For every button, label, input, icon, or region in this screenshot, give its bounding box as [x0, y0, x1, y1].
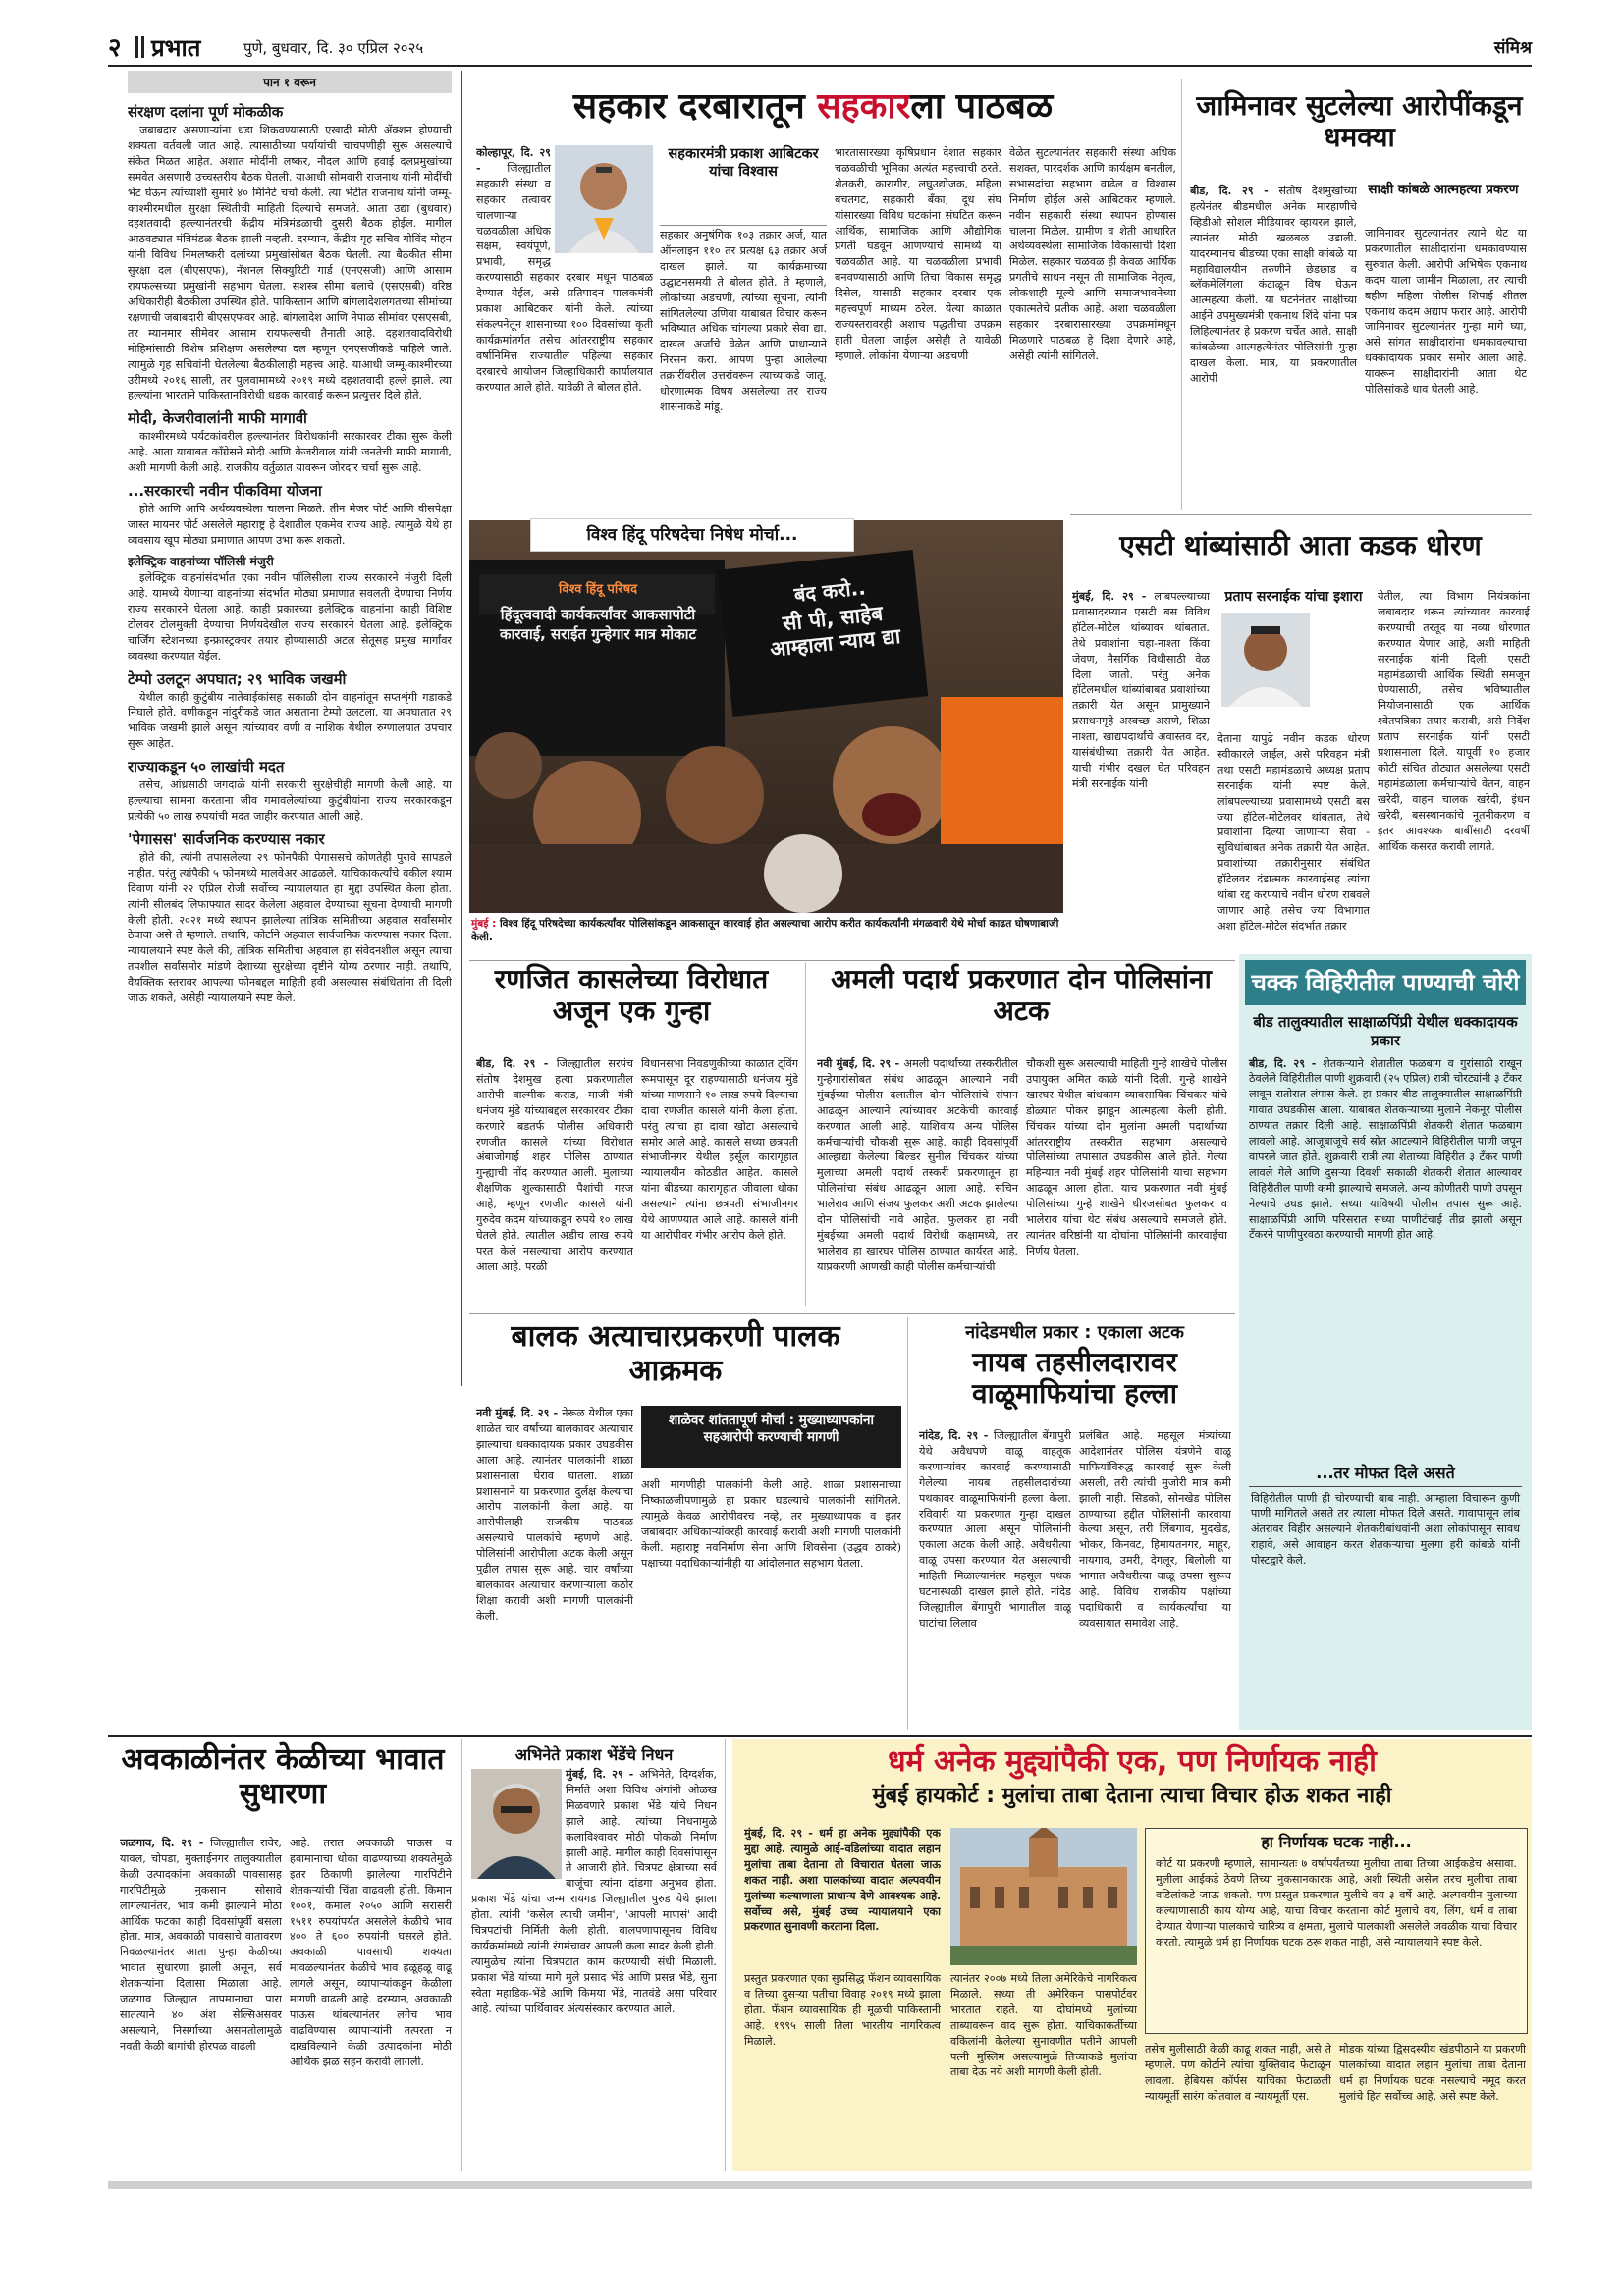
religion-col4: मोडक यांच्या द्विसदस्यीय खंडपीठाने या प्रकरणी पालकांच्या वादात लहान मुलांचा ताबा देताना धर्म हा निर्णायक घटक नसल्याचे नमूद करत मुलांचे हित सर्वोच्च आहे, असे स्पष्ट केले.	[1339, 2043, 1526, 2103]
masthead-divider	[135, 36, 138, 58]
left-subhead: टेम्पो उलटून अपघात; २९ भाविक जखमी	[128, 669, 347, 688]
section-rule	[1070, 514, 1532, 515]
column-rule	[907, 1317, 908, 1730]
water-theft-box	[1239, 954, 1532, 1730]
water-body: बीड, दि. २९ - शेतकऱ्याने शेतातील फळबाग व गुरांसाठी राखून ठेवलेले विहिरीतील पाणी शुक्रवारी (२५ एप्रिल) रात्री चोरट्यांनी ३ टँकर लावून रातोरात लंपास केले. हा प्रकार बीड तालुक्यातील साक्षाळपिंप्री गावात उघडकीस आला. याबाबत शेतकऱ्याच्या मुलाने नेकनूर पोलीस ठाण्यात तक्रार दिली आहे. साक्षाळपिंप्री शेतकरी शेतात फळबाग लावली आहे. आजूबाजूचे सर्व स्रोत आटल्याने विहिरीतील पाणी जपून वापरले जात होते. शुक्रवारी रात्री त्या शेताच्या विहिरीत ३ टँकर पाणी लावले गेले आणि दुसऱ्या दिवशी सकाळी शेतकरी शेतात आल्यावर विहिरीतील पाणी कमी झाल्याचे समजले. अन्य कोणीतरी पाणी उपसून नेल्याचे उघड झाले. सध्या याविषयी पोलीस तपास सुरू आहे. साक्षाळपिंप्री आणि परिसरात सध्या पाणीटंचाई तीव्र झाली असून टँकरने पाणीपुरवठा करण्याची मागणी होत आहे.	[1249, 1055, 1522, 1242]
religion-box	[732, 1739, 1532, 2171]
bail-box: साक्षी कांबळे आत्महत्या प्रकरण	[1368, 182, 1519, 197]
left-paragraph: होते की, त्यांनी तपासलेल्या २९ फोनपैकी पेगाससचे कोणतेही पुरावे सापडले नाहीत. परंतु त्यांपैकी ५ फोनमध्ये मालवेअर आढळले. याचिकाकर्त्यांचे वकील श्याम दिवाण यांनी २२ एप्रिल रोजी सर्वोच्च न्यायालयात हा मुद्दा उपस्थित केला होता. त्यांनी सीलबंद लिफाफ्यात सादर केलेला अहवाल देण्याच्या सूचना देण्याची मागणी केली होती. २०२१ मध्ये स्थापन झालेल्या तांत्रिक समितीच्या अहवाल सर्वांसमोर ठेवावा असे ते म्हणाले. तथापि, कोर्टाने अहवाल सार्वजनिक करण्यास नकार दिला. न्यायालयाने स्पष्ट केले की, तांत्रिक समितीचा अहवाल हा संवेदनशील असून त्याचा तपशील सर्वांसमोर मांडणे देशाच्या सुरक्षेच्या दृष्टीने योग्य ठरणार नाही. तथापि, वैयक्तिक स्तरावर आपल्या फोनबद्दल माहिती हवी असल्यास संबंधितांना ती दिली जाऊ शकते, असेही न्यायालयाने स्पष्ट केले.	[128, 850, 452, 1005]
left-paragraph: जबाबदार असणाऱ्यांना धडा शिकवण्यासाठी एखादी मोठी ॲक्शन होण्याची शक्यता वर्तवली जात आहे. त्यासाठीच्या पर्यायांची चाचपणीही सुरू असल्याचे संकेत मिळत आहेत. अशात मोदींनी लष्कर, नौदल आणि हवाई दलप्रमुखांच्या समवेत असणारी उच्चस्तरीय बैठक घेतली. याआधी सोमवारी राजनाथ यांनी मोदींची भेट घेऊन त्यांच्याशी सुमारे ४० मिनिटे चर्चा केली. त्या भेटीत राजनाथ यांनी जम्मू-काश्मीरमधील सुरक्षा स्थितीची माहिती दिल्याचे समजते. आता उद्या (बुधवार) दहशतवादी हल्ल्यानंतरची केंद्रीय मंत्रिमंडळाची दुसरी बैठक होईल. मागील आठवड्यात मंत्रिमंडळ बैठक झाली नव्हती. दरम्यान, केंद्रीय गृह सचिव गोविंद मोहन यांनी विविध निमलष्करी दलांच्या प्रमुखांसोबत बैठक घेतली. त्या बैठकीत सीमा सुरक्षा दल (बीएसएफ), नॅशनल सिक्युरिटी गार्ड (एनएसजी) आणि आसाम रायफल्सच्या प्रमुखांनी सहभाग घेतला. सशस्त्र सीमा बलाचे (एसएसबी) वरिष्ठ अधिकारीही बैठकीला उपस्थित होते. पाकिस्तान आणि बांगलादेशलगतच्या सीमांच्या रक्षणाची जबाबदारी बीएसएफवर आहे. बांगलादेश आणि नेपाळ सीमांवर एसएसबी, तर म्यानमार सीमेवर आसाम रायफल्सची तैनाती आहे. दहशतवादविरोधी मोहिमांसाठी विशेष प्रशिक्षण असलेल्या दल म्हणून एनएसजीकडे पाहिले जाते. त्यामुळे गृह सचिवांनी घेतलेल्या बैठकीलाही महत्त्व आहे. याआधी जम्मू-काश्मीरच्या उरीमध्ये २०१६ साली, तर पुलवामामध्ये २०१९ मध्ये दहशतवादी हल्ले झाले. त्या हल्ल्यांना भारताने पाकिस्तानविरोधी धडक कारवाई करून प्रत्युत्तर दिले होते.	[128, 124, 452, 402]
court-photo	[950, 1828, 1137, 1965]
left-subhead: 'पेगासस' सार्वजनिक करण्यास नकार	[128, 829, 325, 848]
child-headline: बालक अत्याचारप्रकरणी पालक आक्रमक	[511, 1319, 840, 1388]
water-side-heading: ...तर मोफत दिले असते	[1249, 1464, 1522, 1487]
section-rule	[108, 1735, 1532, 1737]
protest-image	[469, 520, 1063, 913]
ranjit-headline: रणजित कासलेच्या विरोधात अजून एक गुन्हा	[494, 963, 769, 1028]
left-subhead-small: इलेक्ट्रिक वाहनांच्या पॉलिसी मंजुरी	[128, 554, 274, 568]
brand-logo: प्रभात	[151, 34, 201, 62]
religion-col2: त्यानंतर २००७ मध्ये तिला अमेरिकेचे नागरिकत्व मिळाले. सध्या ती अमेरिकन पासपोर्टवर भारतात राहते. या दोघांमध्ये मुलांच्या ताब्यावरून वाद सुरू होता. याचिकाकर्तीच्या वकिलांनी केलेल्या सुनावणीत पतीने आपली पत्नी मुस्लिम असल्यामुळे तिच्याकडे मुलांचा ताबा देऊ नये अशी मागणी केली होती.	[950, 1972, 1137, 2079]
column-rule	[805, 962, 806, 1306]
water-headline: चक्क विहिरीतील पाण्याची चोरी	[1245, 960, 1526, 1005]
top-headline: सहकार दरबारातून सहकारला पाठबळ	[572, 86, 1054, 127]
left-paragraph: येथील काही कुटुंबीय नातेवाईकांसह सकाळी दोन वाहनांतून सप्तशृंगी गडाकडे निघाले होते. वणीकडून नांदुरीकडे जात असताना टेम्पो उलटला. या अपघातात २९ भाविक जखमी झाले असून त्यांच्यावर वणी व नाशिक येथील रुग्णालयात उपचार सुरू आहेत.	[128, 690, 452, 751]
left-subhead: संरक्षण दलांना पूर्ण मोकळीक	[128, 103, 284, 121]
column-rule	[725, 1739, 726, 2171]
bail-col2: जामिनावर सुटल्यानंतर त्याने थेट या प्रकरणातील साक्षीदारांना धमकावण्यास सुरुवात केली. आरोपी अभिषेक एकनाथ कदम याला जामीन मिळाला, तर त्याची बहीण महिला पोलीस शिपाई शीतल एकनाथ कदम अद्याप फरार आहे. आरोपी जामिनावर सुटल्यानंतर गुन्हा मागे घ्या, असे सांगत साक्षीदारांना धमकावल्याचा धक्कादायक प्रकार समोर आला आहे. यावरून साक्षीदारांनी आता थेट पोलिसांकडे धाव घेतली आहे.	[1365, 227, 1527, 397]
bail-col1: बीड, दि. २९ - संतोष देशमुखांच्या हत्येनंतर बीडमधील अनेक मारहाणीचे व्हिडीओ सोशल मीडियावर व्हायरल झाले, त्यानंतर मोठी खळबळ उडाली. यादरम्यानच बीडच्या एका साक्षी कांबळे या महाविद्यालयीन तरुणीने छेडछाड व ब्लॅकमेलिंगला कंटाळून विष घेऊन आत्महत्या केली. या घटनेनंतर साक्षीच्या आईने उपमुख्यमंत्री एकनाथ शिंदे यांना पत्र लिहिल्यानंतर हे प्रकरण चर्चेत आले. साक्षी कांबळेच्या आत्महत्येनंतर पोलिसांनी गुन्हा दाखल केला. मात्र, या प्रकरणातील आरोपी	[1190, 184, 1357, 385]
bail-headline: जामिनावर सुटलेल्या आरोपींकडून धमक्या	[1196, 89, 1523, 154]
religion-col1: प्रस्तुत प्रकरणात एका सुप्रसिद्ध फॅशन व्यावसायिक व तिच्या दुसऱ्या पतीचा विवाह २०१९ मध्ये झाला होता. फॅशन व्यावसायिक ही मूळची पाकिस्तानी आहे. १९९५ साली तिला भारतीय नागरिकत्व मिळाले.	[744, 1972, 941, 2048]
nanded-col1: नांदेड, दि. २९ - जिल्ह्यातील बेंगापुरी येथे अवैधपणे वाळू वाहतूक करणाऱ्यांवर कारवाई करण्यासाठी गेलेल्या नायब तहसीलदारांच्या पथकावर वाळूमाफियांनी हल्ला केला. रविवारी या प्रकरणात गुन्हा दाखल करण्यात आला असून पोलिसांनी एकाला अटक केली आहे. अवैधरीत्या वाळू उपसा करण्यात येत असल्याची माहिती मिळाल्यानंतर महसूल पथक घटनास्थळी दाखल झाले होते. नांदेड जिल्ह्यातील बेंगापुरी भागातील वाळू घाटांचा लिलाव	[919, 1428, 1071, 1629]
footer-strip	[108, 2181, 1532, 2189]
minister-photo	[1221, 613, 1310, 707]
nanded-headline: नायब तहसीलदारावर वाळूमाफियांचा हल्ला	[972, 1346, 1177, 1411]
banana-headline: अवकाळीनंतर केळीच्या भावात सुधारणा	[121, 1742, 445, 1811]
left-subhead: राज्याकडून ५० लाखांची मदत	[128, 758, 285, 776]
top-story-col3: भारतासारख्या कृषिप्रधान देशात सहकार चळवळीची भूमिका अत्यंत महत्त्वाची ठरते. शेतकरी, कारागीर, लघुउद्योजक, महिला बचतगट, सहकारी बँका, दूध संघ यांसारख्या विविध घटकांना संघटित करून आर्थिक, सामाजिक आणि औद्योगिक प्रगती घडवून आणण्याचे सामर्थ्य या चळवळीत आहे. या चळवळीला प्रभावी बनवण्यासाठी आणि तिचा विकास समृद्ध दिसेल, यासाठी सहकार दरबार एक महत्त्वपूर्ण माध्यम ठरेल. येत्या काळात राज्यस्तरावरही अशाच पद्धतीचा उपक्रम हाती घेतला जाईल असेही ते यावेळी म्हणाले. लोकांना येणाऱ्या अडचणी	[835, 146, 1001, 362]
protest-sign: बंद करो.. सी पी, साहेब आम्हाला न्याय द्या	[769, 575, 902, 662]
left-subhead: ...सरकारची नवीन पीकविमा योजना	[128, 482, 322, 501]
drug-headline: अमली पदार्थ प्रकरणात दोन पोलिसांना अटक	[831, 963, 1212, 1028]
masthead-divider	[141, 36, 144, 58]
religion-headline: धर्म अनेक मुद्द्यांपैकी एक, पण निर्णायक नाही	[888, 1744, 1377, 1779]
protest-photo	[469, 520, 1063, 913]
st-headline: एसटी थांब्यांसाठी आता कडक धोरण	[1119, 529, 1482, 561]
portrait-image	[1221, 613, 1310, 707]
top-story-col2: सहकार अनुषंगिक १०३ तक्रार अर्ज, यात ऑनलाइन ११० तर प्रत्यक्ष ६३ तक्रार अर्ज दाखल झाले. या कार्यक्रमाच्या उद्घाटनसमयी ते बोलत होते. ते म्हणाले, लोकांच्या अडचणी, त्यांच्या सूचना, त्यांनी सांगितलेल्या उणिवा याबाबत विचार करून भविष्यात अधिक चांगल्या प्रकारे सेवा द्या. दाखल अर्जांचे वेळेत आणि प्राधान्याने निरसन करा. आपण पुन्हा आलेल्या तक्रारींवरील उत्तरांवरून त्याच्याकडे जातू. धोरणात्मक विषय असलेल्या तर राज्य शासनाकडे मांडू.	[660, 229, 827, 413]
water-subhead: बीड तालुक्यातील साक्षाळपिंप्री येथील धक्कादायक प्रकार	[1253, 1013, 1518, 1049]
ranjit-col2: विधानसभा निवडणुकीच्या काळात ट्विंग रूमपासून दूर राहण्यासाठी धनंजय मुंडे यांच्या माणसाने १० लाख रुपये दिल्याचा दावा रणजीत कासले यांनी केला होता. परंतु त्यांचा हा दावा खोटा असल्याचे समोर आले आहे. कासले सध्या छत्रपती संभाजीनगर येथील हर्सूल कारागृहात न्यायालयीन कोठडीत आहेत. कासले यांना बीडच्या कारागृहात जीवाला धोका असल्याने त्यांना छत्रपती संभाजीनगर येथे आणण्यात आले आहे. कासले यांनी या आरोपीवर गंभीर आरोप केले होते.	[641, 1057, 798, 1242]
st-box: प्रताप सरनाईक यांचा इशारा	[1217, 589, 1370, 707]
banana-col2: आहे. तरात अवकाळी पाऊस व हवामानाचा धोका वाढण्याच्या शक्यतेमुळे इतर ठिकाणी झालेल्या गारपिटीने शेतकऱ्यांची चिंता वाढवली होती. किमान १००१, कमाल २०५० आणि सरासरी १५११ रुपयांपर्यंत असलेले केळीचे भाव ४०० ते ६०० रुपयांनी घसरले होते. अवकाळी पावसाची शक्यता मावळल्यानंतर केळीचे भाव हळूहळू वाढू लागले असून, व्यापाऱ्यांकडून केळीला मागणी वाढली आहे. दरम्यान, अवकाळी पाऊस थांबल्यानंतर लगेच भाव वाढविण्यास व्यापाऱ्यांनी तत्परता न दाखविल्याने केळी उत्पादकांना मोठी आर्थिक झळ सहन करावी लागली.	[290, 1837, 452, 2068]
left-paragraph: तसेच, आंध्रसाठी जगदाळे यांनी सरकारी सुरक्षेचीही मागणी केली आहे. या हल्ल्याचा सामना करताना जीव गमावलेल्यांच्या कुटुंबीयांना राज्य सरकारकडून प्रत्येकी ५० लाख रुपयांची मदत जाहीर करण्यात आली आहे.	[128, 778, 452, 824]
column-rule	[461, 71, 462, 1386]
religion-lead: मुंबई, दि. २९ - धर्म हा अनेक मुद्द्यांपैकी एक मुद्दा आहे. त्यामुळे आई-वडिलांच्या वादात लहान मुलांचा ताबा देताना तो विचारात घेतला जाऊ शकत नाही. अशा पालकांच्या वादात अल्पवयीन मुलांच्या कल्याणाला प्राधान्य देणे आवश्यक आहे. सर्वोच्च असे, मुंबई उच्च न्यायालयाने एका प्रकरणात सुनावणी करताना दिला.	[744, 1826, 941, 1934]
left-paragraph: इलेक्ट्रिक वाहनांसंदर्भात एका नवीन पॉलिसीला राज्य सरकारने मंजुरी दिली आहे. यामध्ये येणाऱ्या वाहनांच्या संदर्भात मोठ्या प्रमाणात सवलती देण्याचा निर्णय राज्य सरकारने घेतला आहे. काही प्रकारच्या इलेक्ट्रिक वाहनांना काही विशिष्ट टोलवर टोलमुक्ती देण्याचा निर्णयदेखील राज्य सरकारने घेतला आहे. इलेक्ट्रिक चार्जिंग स्टेशनच्या इन्फ्रास्ट्रक्चर तयार होण्यासाठी अटल सेतूसह प्रमुख मार्गांवर व्यवस्था करण्यात येईल.	[128, 571, 452, 663]
left-column	[128, 71, 452, 1384]
column-rule	[1181, 79, 1182, 510]
court-image	[950, 1828, 1137, 1965]
photo-caption: मुंबई : विश्व हिंदू परिषदेच्या कार्यकर्त्यांवर पोलिसांकडून आकसातून कारवाई होत असल्याचा आरोप करीत कार्यकर्त्यांनी मंगळवारी येथे मोर्चा काढत घोषणाबाजी केली.	[471, 918, 1059, 944]
st-col2: देताना यापुढे नवीन कडक धोरण स्वीकारले जाईल, असे परिवहन मंत्री तथा एसटी महामंडळाचे अध्यक्ष प्रताप सरनाईक यांनी स्पष्ट केले. लांबपल्ल्याच्या प्रवासामध्ये एसटी बस ज्या हॉटेल-मोटेलवर थांबतात, तेथे प्रवाशांना दिल्या जाणाऱ्या सेवा - सुविधांबाबत अनेक तक्रारी येत आहेत. प्रवाशांच्या तक्रारीनुसार संबंधित हॉटेलवर दंडात्मक कारवाईसह त्यांचा थांबा रद्द करण्याचे नवीन धोरण राबवले जाणार आहे. तसेच ज्या विभागात अशा हॉटेल-मोटेल संदर्भात तक्रार	[1217, 732, 1370, 933]
top-story-box: सहकारमंत्री प्रकाश आबिटकर यांचा विश्वास	[660, 145, 827, 226]
section-rule	[469, 1313, 1235, 1314]
continued-label: पान १ वरून	[128, 71, 452, 93]
st-col3: येतील, त्या विभाग नियंत्रकांना जबाबदार धरून त्यांच्यावर कारवाई करण्याची तरतूद या नव्या धोरणात करण्यात येणार आहे, अशी माहिती सरनाईक यांनी दिली. एसटी महामंडळाची आर्थिक स्थिती समजून घेण्यासाठी, तसेच भविष्यातील नियोजनासाठी एक आर्थिक श्वेतपत्रिका तयार करावी, असे निर्देश प्रताप सरनाईक यांनी एसटी प्रशासनाला दिले. यापूर्वी १० हजार कोटी संचित तोट्यात असलेल्या एसटी महामंडळाला कर्मचाऱ्यांचे वेतन, वाहन खरेदी, वाहन चालक खरेदी, इंधन खरेदी, बसस्थानकांचे नूतनीकरण व इतर आवश्यक बाबींसाठी दरवर्षी आर्थिक कसरत करावी लागते.	[1378, 590, 1530, 853]
left-subhead: मोदी, केजरीवालांनी माफी मागावी	[128, 409, 307, 428]
obit-headline: अभिनेते प्रकाश भेंडेंचे निधन	[514, 1745, 674, 1764]
drug-col2: चौकशी सुरू असल्याची माहिती गुन्हे शाखेचे पोलीस उपायुक्त अमित काळे यांनी दिली. गुन्हे शाखेने खारघर येथील बांधकाम व्यावसायिक चिंचकर यांचे डोळ्यात पोकर झाडून आत्महत्या केली होती. चिंचकर यांच्या दोन मुलांना अमली पदार्थाच्या आंतरराष्ट्रीय तस्करीत सहभाग असल्याचे पोलिसांच्या तपासात उघडकीस आले होते. गेल्या महिन्यात नवी मुंबई शहर पोलिसांनी याचा सहभाग आढळून आला होता. याच प्रकरणात नवी मुंबई पोलिसांच्या गुन्हे शाखेने धीरजसोबत फुलकर व भालेराव यांचा थेट संबंध असल्याचे समजले होते. त्यानंतर वरिष्ठांनी या दोघांना पोलिसांनी कारवाईचा निर्णय घेतला.	[1026, 1057, 1227, 1257]
page-number: २	[108, 33, 122, 63]
left-body	[128, 97, 452, 1378]
child-col1: नवी मुंबई, दि. २९ - नेरूळ येथील एका शाळेत चार वर्षांच्या बालकावर अत्याचार झाल्याचा धक्कादायक प्रकार उघडकीस आला आहे. त्यानंतर पालकांनी शाळा प्रशासनाला घेराव घातला. शाळा प्रशासनाने या प्रकरणात दुर्लक्ष केल्याचा आरोप पालकांनी केला आहे. या आरोपीलाही राजकीय पाठबळ असल्याचे पालकांचे म्हणणे आहे. पोलिसांनी आरोपीला अटक केली असून पुढील तपास सुरू आहे. चार वर्षांच्या बालकावर अत्याचार करणाऱ्याला कठोर शिक्षा करावी अशी मागणी पालकांनी केली.	[476, 1406, 633, 1623]
nanded-kicker: नांदेडमधील प्रकार : एकाला अटक	[965, 1322, 1184, 1343]
banana-col1: जळगाव, दि. २९ - जिल्ह्यातील रावेर, यावल, चोपडा, मुक्ताईनगर तालुक्यातील केळी उत्पादकांना अवकाळी पावसासह गारपिटीमुळे नुकसान सोसावे लागल्यानंतर, भाव कमी झाल्याने मोठा आर्थिक फटका काही दिवसांपूर्वी बसला होता. मात्र, अवकाळी पावसाचे वातावरण निवळल्यानंतर आता पुन्हा केळीच्या भावात सुधारणा झाली असून, सर्व शेतकऱ्यांना दिलासा मिळाला आहे. जळगाव जिल्ह्यात तापमानाचा पारा सातत्याने ४० अंश सेल्सिअसवर असल्याने, निसर्गाच्या असमतोलामुळे नवती केळी बागांची होरपळ वाढली	[120, 1836, 282, 2053]
child-box: शाळेवर शांततापूर्ण मोर्चा : मुख्याध्यापकांना सहआरोपी करण्याची मागणी	[641, 1406, 901, 1468]
water-side-body: विहिरीतील पाणी ही चोरण्याची बाब नाही. आम्हाला विचारून कुणी पाणी मागितले असते तर त्याला मोफत दिले असते. गावापासून लांब अंतरावर विहीर असल्याने शेतकरीबांधवांनी अशा लोकांपासून सावध राहावे, असे आवाहन करत शेतकऱ्याचा मुलगा हरी कांबळे यांनी पोस्टद्वारे केले.	[1251, 1491, 1520, 1568]
obit-body: मुंबई, दि. २९ - अभिनेते, दिग्दर्शक, निर्माते अशा विविध अंगांनी ओळख मिळवणारे प्रकाश भेंडे यांचे निधन झाले आहे. त्यांच्या निधनामुळे कलाविश्वावर मोठी पोकळी निर्माण झाली आहे. मागील काही दिवसांपासून ते आजारी होते. चित्रपट क्षेत्राच्या सर्व बाजूंचा त्यांना दांडगा अनुभव होता. प्रकाश भेंडे यांचा जन्म रायगड जिल्ह्यातील पुरुड येथे झाला होता. त्यांनी 'कसेल त्याची जमीन', 'आपली माणसं' आदी चित्रपटांची निर्मिती केली होती. बालपणापासूनच विविध कार्यक्रमांमध्ये त्यांनी रंगमंचावर आपली कला सादर केली होती. त्यामुळेच त्यांना चित्रपटात काम करण्याची संधी मिळाली. प्रकाश भेंडे यांच्या मागे मुले प्रसाद भेंडे आणि प्रसन्न भेंडे, सुना स्वेता महाडिक-भेंडे आणि किमया भेंडे, नातवंडे असा परिवार आहे. त्यांच्या पार्थिवावर अंत्यसंस्कार करण्यात आले.	[471, 1767, 717, 2015]
column-rule	[461, 1739, 462, 2171]
ranjit-col1: बीड, दि. २९ - जिल्ह्यातील सरपंच संतोष देशमुख हत्या प्रकरणातील आरोपी वाल्मीक कराड, माजी मंत्री धनंजय मुंडे यांच्याबद्दल सरकारवर टीका करणारे बडतर्फ पोलीस अधिकारी रणजीत कासले यांच्या विरोधात अंबाजोगाई शहर पोलिस ठाण्यात गुन्ह्याची नोंद करण्यात आली. मुलाच्या शैक्षणिक शुल्कासाठी पैशांची गरज आहे, म्हणून रणजीत कासले यांनी गुरुदेव कदम यांच्याकडून रुपये १० लाख घेतले होते. त्यातील अडीच लाख रुपये परत केले नसल्याचा आरोप करण्यात आला आहे. परळी	[476, 1056, 633, 1273]
nanded-col2: प्रलंबित आहे. महसूल मंत्र्यांच्या आदेशानंतर पोलिस यंत्रणेने वाळू माफियांविरुद्ध कारवाई सुरू केली असली, तरी त्यांची मुजोरी मात्र कमी झाली नाही. सिडको, सोनखेड पोलिस ठाण्याच्या हद्दीत पोलिसांनी कारवाया केल्या असून, तरी लिंबगाव, मुदखेड, भोकर, किनवट, हिमायतनगर, माहूर, नायगाव, उमरी, देगलूर, बिलोली या भागात अवैधरीत्या वाळू उपसा सुरूच आहे. विविध राजकीय पक्षांच्या पदाधिकारी व कार्यकर्त्यांचा या व्यवसायात समावेश आहे.	[1079, 1429, 1231, 1629]
religion-decision-box: हा निर्णायक घटक नाही... कोर्ट या प्रकरणी म्हणाले, सामान्यतः ७ वर्षांपर्यंतच्या मुलीचा ताबा तिच्या आईकडेच असावा. मुलीला आईकडे ठेवणे तिच्या नुकसानकारक आहे, अशी स्थिती असेल तरच मुलीचा ताबा वडिलांकडे जाऊ शकतो. पण प्रस्तुत प्रकरणात मुलीचे वय ३ वर्षे आहे. अल्पवयीन मुलाच्या कल्याणासाठी काय योग्य आहे, याचा विचार करताना कोर्ट मुलाचे वय, लिंग, धर्म व ताबा देण्यात येणाऱ्या पालकाचे चारित्र्य व क्षमता, मुलाचे पालकाशी असलेले जवळीक याचा विचार करतो. त्यामुळे धर्म हा निर्णायक घटक ठरू शकत नाही, असे न्यायालयाने स्पष्ट केले.	[1145, 1828, 1528, 2034]
top-story-col4: वेळेत सुटल्यानंतर सहकारी संस्था अधिक सशक्त, पारदर्शक आणि कार्यक्षम बनतील, सभासदांचा सहभाग वाढेल व विश्वास निर्माण होईल असे आबिटकर म्हणाले. नवीन सहकारी संस्था स्थापन होण्यास चालना मिळेल. ग्रामीण व शेती आधारित अर्थव्यवस्थेला सामाजिक विकासाची दिशा मिळेल. सहकार चळवळ ही केवळ आर्थिक प्रगतीचे साधन नसून ती सामाजिक नेतृत्व, लोकशाही मूल्ये आणि समाजभावनेच्या एकात्मतेचे प्रतीक आहे. अशा चळवळीला सहकार दरबारासारख्या उपक्रमांमधून मिळणारे पाठबळ हे दिशा देणारे आहे, असेही त्यांनी सांगितले.	[1009, 146, 1176, 362]
religion-col3: तसेच मुलीसाठी केळी काढू शकत नाही, असे ते म्हणाले. पण कोर्टाने त्यांचा युक्तिवाद फेटाळून लावला. हेबियस कॉर्पस याचिका फेटाळली न्यायमूर्ती सारंग कोतवाल व न्यायमूर्ती एस.	[1145, 2043, 1331, 2103]
portrait-image	[555, 145, 653, 253]
section-rule	[469, 960, 1235, 961]
left-paragraph: होते आणि आपि अर्थव्यवस्थेला चालना मिळते. तीन मेजर पोर्ट आणि वीसपेक्षा जास्त मायनर पोर्ट असलेले महाराष्ट्र हे देशातील एकमेव राज्य आहे. त्यामुळे येथे हा व्यवसाय खूप मोठ्या प्रमाणात आपण उभा करू शकतो.	[128, 503, 452, 547]
dateline: पुणे, बुधवार, दि. ३० एप्रिल २०२५	[243, 39, 424, 57]
top-story-col1: कोल्हापूर, दि. २९ - जिल्ह्यातील सहकारी संस्था व सहकार तत्वावर चालणाऱ्या चळवळीला अधिक सक्षम, स्वयंपूर्ण, प्रभावी, समृद्ध करण्यासाठी सहकार दरबार मधून पाठबळ देण्यात येईल, असे प्रतिपादन पालकमंत्री प्रकाश आबिटकर यांनी केले. त्यांच्या संकल्पनेतून शासनाच्या १०० दिवसांच्या कृती कार्यक्रमांतर्गत तसेच आंतरराष्ट्रीय सहकार वर्षानिमित्त राज्यातील पहिल्या सहकार दरबारचे आयोजन जिल्हाधिकारी कार्यालयात करण्यात आले होते. यावेळी ते बोलत होते.	[476, 145, 653, 394]
author-photo	[555, 145, 653, 253]
photo-banner: विश्व हिंदू परिषदेचा निषेध मोर्चा...	[530, 518, 854, 552]
protest-sign: विश्व हिंदू परिषद हिंदूत्ववादी कार्यकर्त्यांवर आकसापोटी कारवाई, सराईत गुन्हेगार मात्र मोकाट	[499, 582, 697, 643]
drug-col1: नवी मुंबई, दि. २९ - अमली पदार्थांच्या तस्करीतील गुन्हेगारांसोबत संबंध आढळून आल्याने नवी मुंबईच्या पोलीस दलातील दोन पोलिसांचे संपान आढळून आल्याने त्यांच्यावर अटकेची कारवाई करण्यात आली आहे. याशिवाय अन्य पोलिस कर्मचाऱ्यांची चौकशी सुरू आहे. काही दिवसांपूर्वी आल्हाद्या केलेल्या बिल्डर सुनील चिंचकर यांच्या मुलाच्या अमली पदार्थ तस्करी प्रकरणातून हा पोलिसांचा संबंध आढळून आला आहे. सचिन भालेराव आणि संजय फुलकर अशी अटक झालेल्या दोन पोलिसांची नावे आहेत. फुलकर हा नवी मुंबईच्या अमली पदार्थ विरोधी कक्षामध्ये, तर भालेराव हा खारघर पोलिस ठाण्यात कार्यरत आहे. याप्रकरणी आणखी काही पोलीस कर्मचाऱ्यांची	[817, 1056, 1018, 1273]
st-col1: मुंबई, दि. २९ - लांबपल्ल्याच्या प्रवासादरम्यान एसटी बस विविध हॉटेल-मोटेल थांब्यावर थांबतात. तेथे प्रवाशांना चहा-नाश्ता किंवा जेवण, नैसर्गिक विधीसाठी वेळ दिला जातो. परंतु अनेक हॉटेलमधील थांब्यांबाबत प्रवाशांच्या तक्रारी येत असून प्रामुख्याने प्रसाधनगृहे अस्वच्छ असणे, शिळा नाश्ता, खाद्यपदार्थांचे अवास्तव दर, यासंबंधीच्या तक्रारी येत आहेत. याची गंभीर दखल घेत परिवहन मंत्री सरनाईक यांनी	[1072, 589, 1210, 790]
masthead	[108, 33, 1532, 63]
religion-subhead: मुंबई हायकोर्ट : मुलांचा ताबा देताना त्याचा विचार होऊ शकत नाही	[872, 1783, 1392, 1808]
masthead-rule	[108, 65, 1532, 67]
section-name: संमिश्र	[1493, 38, 1532, 58]
left-paragraph: काश्मीरमध्ये पर्यटकांवरील हल्ल्यानंतर विरोधकांनी सरकारवर टीका सुरू केली आहे. आता याबाबत काँग्रेसने मोदी आणि केजरीवाल यांनी जनतेची माफी मागावी, अशी मागणी केली आहे. राजकीय वर्तुळात यावरून जोरदार चर्चा सुरू आहे.	[128, 430, 452, 475]
child-col2: अशी मागणीही पालकांनी केली आहे. शाळा प्रशासनाच्या निष्काळजीपणामुळे हा प्रकार घडल्याचे पालकांनी सांगितले. त्यामुळे केवळ आरोपीवरच नव्हे, तर मुख्याध्यापक व इतर जबाबदार अधिकाऱ्यांवरही कारवाई करावी अशी मागणी पालकांनी केली. महाराष्ट्र नवनिर्माण सेना आणि शिवसेना (उद्धव ठाकरे) पक्षाच्या पदाधिकाऱ्यांनीही या आंदोलनात सहभाग घेतला.	[641, 1478, 901, 1570]
